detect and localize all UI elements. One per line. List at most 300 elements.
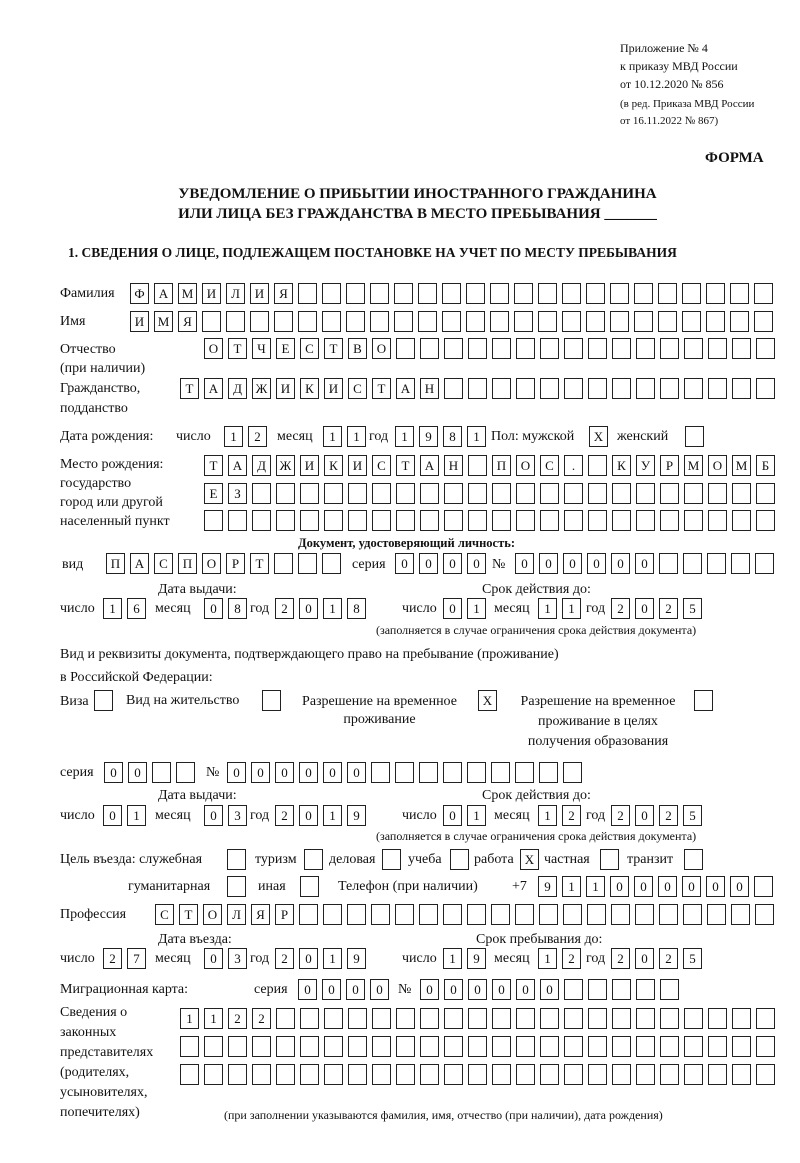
char-cell[interactable] <box>588 338 607 359</box>
char-cell[interactable] <box>298 553 317 574</box>
char-cell[interactable]: 2 <box>562 805 581 826</box>
char-cell[interactable] <box>346 311 365 332</box>
char-cell[interactable] <box>419 904 438 925</box>
char-cell[interactable]: Т <box>396 455 415 476</box>
char-cell[interactable] <box>322 283 341 304</box>
char-cell[interactable]: Ф <box>130 283 149 304</box>
checkbox-cell[interactable] <box>685 426 704 447</box>
char-cell[interactable] <box>684 1036 703 1057</box>
char-cell[interactable] <box>660 1064 679 1085</box>
char-cell[interactable]: 2 <box>659 598 678 619</box>
char-cell[interactable] <box>348 1036 367 1057</box>
char-cell[interactable] <box>564 979 583 1000</box>
char-cell[interactable] <box>732 510 751 531</box>
checkbox-cell[interactable] <box>382 849 401 870</box>
char-cell[interactable] <box>492 1036 511 1057</box>
char-cell[interactable] <box>468 1036 487 1057</box>
char-cell[interactable] <box>420 338 439 359</box>
char-cell[interactable] <box>540 1036 559 1057</box>
char-cell[interactable] <box>562 311 581 332</box>
char-cell[interactable]: 8 <box>347 598 366 619</box>
char-cell[interactable]: И <box>250 283 269 304</box>
char-cell[interactable] <box>660 338 679 359</box>
char-cell[interactable] <box>564 1008 583 1029</box>
char-cell[interactable] <box>754 283 773 304</box>
char-cell[interactable] <box>708 338 727 359</box>
char-cell[interactable] <box>372 1008 391 1029</box>
char-cell[interactable] <box>682 311 701 332</box>
char-cell[interactable] <box>276 510 295 531</box>
char-cell[interactable] <box>708 378 727 399</box>
char-cell[interactable] <box>372 1036 391 1057</box>
char-cell[interactable]: 0 <box>658 876 677 897</box>
char-cell[interactable] <box>540 1064 559 1085</box>
char-cell[interactable] <box>562 283 581 304</box>
char-cell[interactable] <box>180 1064 199 1085</box>
char-cell[interactable] <box>516 1008 535 1029</box>
checkbox-cell[interactable] <box>694 690 713 711</box>
char-cell[interactable] <box>660 1008 679 1029</box>
char-cell[interactable]: Е <box>276 338 295 359</box>
char-cell[interactable] <box>756 1064 775 1085</box>
char-cell[interactable] <box>540 338 559 359</box>
char-cell[interactable]: 5 <box>683 948 702 969</box>
char-cell[interactable] <box>300 1008 319 1029</box>
char-cell[interactable] <box>586 283 605 304</box>
char-cell[interactable] <box>516 1064 535 1085</box>
char-cell[interactable] <box>420 1036 439 1057</box>
char-cell[interactable] <box>492 483 511 504</box>
char-cell[interactable] <box>444 483 463 504</box>
char-cell[interactable] <box>684 510 703 531</box>
char-cell[interactable] <box>468 510 487 531</box>
char-cell[interactable] <box>515 762 534 783</box>
char-cell[interactable]: 1 <box>562 876 581 897</box>
char-cell[interactable]: 0 <box>635 553 654 574</box>
char-cell[interactable]: 0 <box>347 762 366 783</box>
char-cell[interactable] <box>516 378 535 399</box>
char-cell[interactable] <box>468 1008 487 1029</box>
char-cell[interactable] <box>348 1064 367 1085</box>
char-cell[interactable] <box>636 1008 655 1029</box>
checkbox-cell[interactable]: X <box>520 849 539 870</box>
char-cell[interactable] <box>563 762 582 783</box>
char-cell[interactable]: 1 <box>127 805 146 826</box>
char-cell[interactable] <box>684 1064 703 1085</box>
char-cell[interactable]: 5 <box>683 598 702 619</box>
char-cell[interactable] <box>636 483 655 504</box>
char-cell[interactable] <box>540 483 559 504</box>
char-cell[interactable]: 0 <box>443 805 462 826</box>
char-cell[interactable] <box>755 553 774 574</box>
char-cell[interactable] <box>634 283 653 304</box>
char-cell[interactable] <box>538 283 557 304</box>
char-cell[interactable] <box>708 1064 727 1085</box>
char-cell[interactable] <box>418 283 437 304</box>
char-cell[interactable]: И <box>324 378 343 399</box>
char-cell[interactable]: 1 <box>443 948 462 969</box>
char-cell[interactable] <box>395 904 414 925</box>
char-cell[interactable]: О <box>202 553 221 574</box>
char-cell[interactable]: 2 <box>611 948 630 969</box>
char-cell[interactable] <box>276 1008 295 1029</box>
char-cell[interactable] <box>420 1064 439 1085</box>
char-cell[interactable]: П <box>106 553 125 574</box>
char-cell[interactable] <box>516 1036 535 1057</box>
char-cell[interactable] <box>492 510 511 531</box>
char-cell[interactable] <box>754 311 773 332</box>
char-cell[interactable] <box>538 311 557 332</box>
char-cell[interactable]: Д <box>228 378 247 399</box>
char-cell[interactable] <box>588 979 607 1000</box>
char-cell[interactable] <box>564 1036 583 1057</box>
char-cell[interactable]: М <box>732 455 751 476</box>
char-cell[interactable]: 0 <box>611 553 630 574</box>
char-cell[interactable]: 1 <box>562 598 581 619</box>
char-cell[interactable] <box>491 762 510 783</box>
char-cell[interactable] <box>250 311 269 332</box>
char-cell[interactable]: Я <box>274 283 293 304</box>
char-cell[interactable]: 0 <box>103 805 122 826</box>
char-cell[interactable] <box>394 283 413 304</box>
char-cell[interactable] <box>252 510 271 531</box>
char-cell[interactable] <box>468 338 487 359</box>
char-cell[interactable]: 0 <box>635 805 654 826</box>
char-cell[interactable] <box>348 483 367 504</box>
char-cell[interactable] <box>204 1036 223 1057</box>
char-cell[interactable] <box>300 510 319 531</box>
char-cell[interactable]: 0 <box>322 979 341 1000</box>
char-cell[interactable] <box>708 1008 727 1029</box>
char-cell[interactable]: М <box>154 311 173 332</box>
char-cell[interactable] <box>444 510 463 531</box>
char-cell[interactable]: Н <box>420 378 439 399</box>
char-cell[interactable]: К <box>612 455 631 476</box>
char-cell[interactable] <box>371 762 390 783</box>
char-cell[interactable] <box>636 338 655 359</box>
char-cell[interactable]: О <box>204 338 223 359</box>
char-cell[interactable] <box>708 483 727 504</box>
char-cell[interactable]: 9 <box>467 948 486 969</box>
char-cell[interactable]: 0 <box>730 876 749 897</box>
char-cell[interactable]: 6 <box>127 598 146 619</box>
char-cell[interactable] <box>371 904 390 925</box>
char-cell[interactable] <box>612 1064 631 1085</box>
char-cell[interactable]: 1 <box>323 598 342 619</box>
char-cell[interactable] <box>396 1036 415 1057</box>
char-cell[interactable] <box>636 1036 655 1057</box>
char-cell[interactable] <box>587 904 606 925</box>
char-cell[interactable]: 0 <box>370 979 389 1000</box>
char-cell[interactable] <box>252 1036 271 1057</box>
char-cell[interactable]: 0 <box>563 553 582 574</box>
char-cell[interactable] <box>564 483 583 504</box>
char-cell[interactable] <box>610 311 629 332</box>
char-cell[interactable] <box>276 1036 295 1057</box>
char-cell[interactable]: А <box>130 553 149 574</box>
char-cell[interactable] <box>756 378 775 399</box>
char-cell[interactable]: 0 <box>516 979 535 1000</box>
char-cell[interactable]: 2 <box>275 805 294 826</box>
char-cell[interactable] <box>444 1008 463 1029</box>
char-cell[interactable] <box>228 1064 247 1085</box>
char-cell[interactable]: 2 <box>275 948 294 969</box>
char-cell[interactable]: 0 <box>299 762 318 783</box>
char-cell[interactable]: Ж <box>276 455 295 476</box>
char-cell[interactable] <box>660 483 679 504</box>
char-cell[interactable] <box>706 311 725 332</box>
char-cell[interactable]: 0 <box>204 805 223 826</box>
char-cell[interactable]: 0 <box>323 762 342 783</box>
char-cell[interactable] <box>684 378 703 399</box>
char-cell[interactable]: С <box>154 553 173 574</box>
char-cell[interactable] <box>467 762 486 783</box>
char-cell[interactable] <box>347 904 366 925</box>
char-cell[interactable]: П <box>492 455 511 476</box>
char-cell[interactable] <box>610 283 629 304</box>
char-cell[interactable] <box>324 1008 343 1029</box>
char-cell[interactable] <box>468 1064 487 1085</box>
char-cell[interactable]: А <box>154 283 173 304</box>
char-cell[interactable] <box>466 311 485 332</box>
char-cell[interactable] <box>756 1008 775 1029</box>
checkbox-cell[interactable] <box>227 849 246 870</box>
char-cell[interactable] <box>323 904 342 925</box>
char-cell[interactable]: Т <box>324 338 343 359</box>
char-cell[interactable] <box>443 762 462 783</box>
char-cell[interactable] <box>612 338 631 359</box>
char-cell[interactable] <box>490 283 509 304</box>
char-cell[interactable] <box>324 483 343 504</box>
char-cell[interactable] <box>492 1008 511 1029</box>
char-cell[interactable] <box>274 553 293 574</box>
char-cell[interactable]: 0 <box>635 948 654 969</box>
char-cell[interactable]: 1 <box>323 805 342 826</box>
char-cell[interactable] <box>706 283 725 304</box>
char-cell[interactable] <box>636 979 655 1000</box>
char-cell[interactable]: 1 <box>103 598 122 619</box>
char-cell[interactable] <box>612 483 631 504</box>
char-cell[interactable]: Я <box>178 311 197 332</box>
char-cell[interactable] <box>420 510 439 531</box>
char-cell[interactable] <box>634 311 653 332</box>
char-cell[interactable] <box>300 483 319 504</box>
char-cell[interactable] <box>707 553 726 574</box>
char-cell[interactable] <box>682 283 701 304</box>
char-cell[interactable] <box>539 904 558 925</box>
char-cell[interactable]: Т <box>180 378 199 399</box>
char-cell[interactable] <box>396 510 415 531</box>
char-cell[interactable]: 9 <box>419 426 438 447</box>
char-cell[interactable] <box>372 483 391 504</box>
char-cell[interactable] <box>466 283 485 304</box>
char-cell[interactable]: 0 <box>443 598 462 619</box>
char-cell[interactable] <box>564 1064 583 1085</box>
char-cell[interactable] <box>514 283 533 304</box>
char-cell[interactable]: А <box>204 378 223 399</box>
checkbox-cell[interactable]: X <box>589 426 608 447</box>
char-cell[interactable]: 9 <box>347 948 366 969</box>
char-cell[interactable] <box>468 378 487 399</box>
char-cell[interactable]: 0 <box>468 979 487 1000</box>
char-cell[interactable] <box>540 510 559 531</box>
char-cell[interactable] <box>444 1064 463 1085</box>
char-cell[interactable] <box>276 1064 295 1085</box>
char-cell[interactable]: И <box>276 378 295 399</box>
char-cell[interactable] <box>756 338 775 359</box>
char-cell[interactable]: 0 <box>299 948 318 969</box>
char-cell[interactable]: Л <box>227 904 246 925</box>
char-cell[interactable] <box>732 483 751 504</box>
char-cell[interactable] <box>226 311 245 332</box>
char-cell[interactable] <box>586 311 605 332</box>
char-cell[interactable]: 2 <box>103 948 122 969</box>
char-cell[interactable] <box>299 904 318 925</box>
char-cell[interactable]: 2 <box>611 598 630 619</box>
char-cell[interactable]: 0 <box>587 553 606 574</box>
char-cell[interactable] <box>396 1008 415 1029</box>
char-cell[interactable]: Р <box>226 553 245 574</box>
char-cell[interactable] <box>372 510 391 531</box>
char-cell[interactable]: Т <box>228 338 247 359</box>
char-cell[interactable]: 0 <box>299 598 318 619</box>
char-cell[interactable]: Н <box>444 455 463 476</box>
char-cell[interactable] <box>396 338 415 359</box>
char-cell[interactable] <box>300 1036 319 1057</box>
char-cell[interactable] <box>708 510 727 531</box>
char-cell[interactable] <box>564 510 583 531</box>
char-cell[interactable] <box>395 762 414 783</box>
char-cell[interactable] <box>612 510 631 531</box>
char-cell[interactable] <box>588 378 607 399</box>
char-cell[interactable] <box>732 1036 751 1057</box>
char-cell[interactable] <box>442 311 461 332</box>
char-cell[interactable] <box>298 311 317 332</box>
char-cell[interactable] <box>324 510 343 531</box>
char-cell[interactable] <box>611 904 630 925</box>
char-cell[interactable]: 3 <box>228 948 247 969</box>
char-cell[interactable]: 9 <box>538 876 557 897</box>
char-cell[interactable]: 3 <box>228 805 247 826</box>
char-cell[interactable]: Д <box>252 455 271 476</box>
char-cell[interactable] <box>492 338 511 359</box>
char-cell[interactable] <box>396 1064 415 1085</box>
char-cell[interactable] <box>707 904 726 925</box>
char-cell[interactable]: М <box>684 455 703 476</box>
char-cell[interactable] <box>756 483 775 504</box>
checkbox-cell[interactable] <box>304 849 323 870</box>
char-cell[interactable] <box>539 762 558 783</box>
char-cell[interactable]: 0 <box>635 598 654 619</box>
char-cell[interactable]: К <box>300 378 319 399</box>
char-cell[interactable] <box>420 1008 439 1029</box>
char-cell[interactable] <box>372 1064 391 1085</box>
char-cell[interactable]: З <box>228 483 247 504</box>
char-cell[interactable]: 0 <box>128 762 147 783</box>
char-cell[interactable]: 1 <box>538 598 557 619</box>
char-cell[interactable]: 0 <box>706 876 725 897</box>
char-cell[interactable] <box>756 510 775 531</box>
char-cell[interactable]: 1 <box>467 805 486 826</box>
char-cell[interactable]: 0 <box>275 762 294 783</box>
char-cell[interactable] <box>516 338 535 359</box>
char-cell[interactable] <box>322 553 341 574</box>
char-cell[interactable]: 0 <box>467 553 486 574</box>
char-cell[interactable]: 0 <box>610 876 629 897</box>
char-cell[interactable] <box>612 979 631 1000</box>
char-cell[interactable] <box>467 904 486 925</box>
char-cell[interactable] <box>732 1008 751 1029</box>
char-cell[interactable] <box>204 1064 223 1085</box>
char-cell[interactable]: Я <box>251 904 270 925</box>
char-cell[interactable] <box>612 1036 631 1057</box>
char-cell[interactable]: 0 <box>227 762 246 783</box>
char-cell[interactable]: А <box>420 455 439 476</box>
char-cell[interactable]: Е <box>204 483 223 504</box>
char-cell[interactable] <box>204 510 223 531</box>
char-cell[interactable] <box>300 1064 319 1085</box>
char-cell[interactable] <box>612 378 631 399</box>
char-cell[interactable] <box>444 378 463 399</box>
char-cell[interactable]: 1 <box>586 876 605 897</box>
checkbox-cell[interactable] <box>600 849 619 870</box>
char-cell[interactable] <box>419 762 438 783</box>
char-cell[interactable]: М <box>178 283 197 304</box>
char-cell[interactable]: Р <box>660 455 679 476</box>
char-cell[interactable] <box>588 1008 607 1029</box>
char-cell[interactable]: 0 <box>634 876 653 897</box>
char-cell[interactable] <box>540 1008 559 1029</box>
char-cell[interactable]: Б <box>756 455 775 476</box>
checkbox-cell[interactable] <box>450 849 469 870</box>
char-cell[interactable] <box>563 904 582 925</box>
char-cell[interactable]: Р <box>275 904 294 925</box>
char-cell[interactable]: 1 <box>204 1008 223 1029</box>
char-cell[interactable] <box>180 1036 199 1057</box>
char-cell[interactable] <box>418 311 437 332</box>
char-cell[interactable] <box>348 1008 367 1029</box>
char-cell[interactable] <box>683 553 702 574</box>
char-cell[interactable]: С <box>300 338 319 359</box>
checkbox-cell[interactable] <box>227 876 246 897</box>
char-cell[interactable] <box>490 311 509 332</box>
char-cell[interactable]: Ж <box>252 378 271 399</box>
char-cell[interactable] <box>274 311 293 332</box>
char-cell[interactable] <box>228 1036 247 1057</box>
char-cell[interactable] <box>324 1064 343 1085</box>
char-cell[interactable] <box>588 483 607 504</box>
char-cell[interactable]: 1 <box>180 1008 199 1029</box>
char-cell[interactable] <box>443 904 462 925</box>
char-cell[interactable] <box>176 762 195 783</box>
char-cell[interactable]: У <box>636 455 655 476</box>
char-cell[interactable]: И <box>348 455 367 476</box>
char-cell[interactable]: 2 <box>248 426 267 447</box>
char-cell[interactable] <box>370 283 389 304</box>
char-cell[interactable]: И <box>300 455 319 476</box>
char-cell[interactable] <box>684 1008 703 1029</box>
char-cell[interactable] <box>658 311 677 332</box>
char-cell[interactable]: 0 <box>251 762 270 783</box>
char-cell[interactable] <box>202 311 221 332</box>
char-cell[interactable]: С <box>540 455 559 476</box>
char-cell[interactable] <box>228 510 247 531</box>
char-cell[interactable]: Л <box>226 283 245 304</box>
char-cell[interactable]: 0 <box>346 979 365 1000</box>
char-cell[interactable] <box>276 483 295 504</box>
char-cell[interactable]: 7 <box>127 948 146 969</box>
char-cell[interactable]: 1 <box>323 948 342 969</box>
